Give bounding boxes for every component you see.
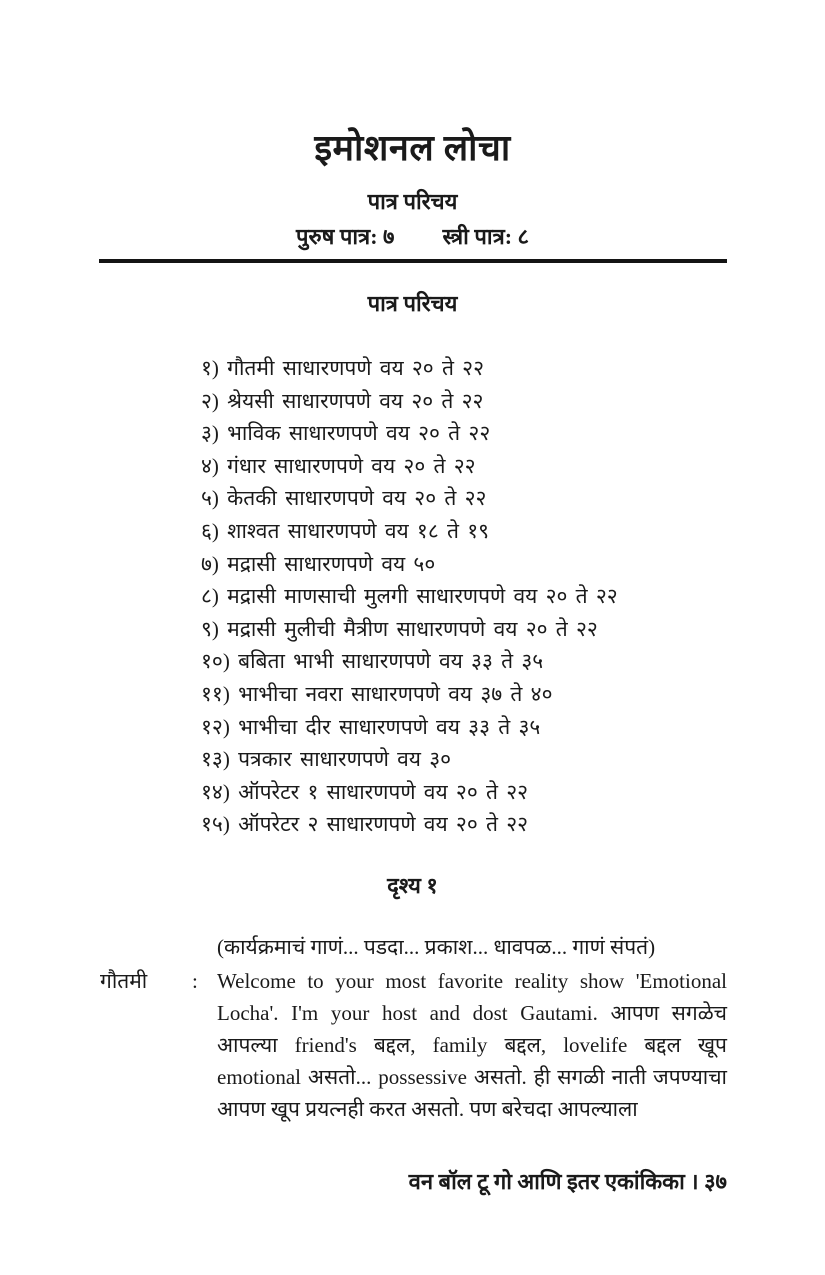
character-item: ७) मद्रासी साधारणपणे वय ५० <box>201 551 436 576</box>
scene-heading: दृश्य १ <box>387 873 438 898</box>
character-item: ९) मद्रासी मुलीची मैत्रीण साधारणपणे वय २० ते २२ <box>201 616 598 641</box>
character-item: १३) पत्रकार साधारणपणे वय ३० <box>201 747 452 772</box>
character-item: ११) भाभीचा नवरा साधारणपणे वय ३७ ते ४० <box>201 681 553 706</box>
character-item: १) गौतमी साधारणपणे वय २० ते २२ <box>201 356 485 380</box>
character-item: १०) बबिता भाभी साधारणपणे वय ३३ ते ३५ <box>201 649 544 674</box>
character-item: ३) भाविक साधारणपणे वय २० ते २२ <box>201 421 491 446</box>
character-item: १२) भाभीचा दीर साधारणपणे वय ३३ ते ३५ <box>201 714 541 739</box>
stage-direction: (कार्यक्रमाचं गाणं... पडदा... प्रकाश... धावपळ... गाणं संपतं) <box>217 935 656 959</box>
play-title: इमोशनल लोचा <box>314 128 511 168</box>
speaker-colon: : <box>192 969 198 993</box>
character-item: २) श्रेयसी साधारणपणे वय २० ते २२ <box>201 388 484 413</box>
cast-counts-row <box>0 221 825 251</box>
character-item: १४) ऑपरेटर १ साधारणपणे वय २० ते २२ <box>201 779 529 804</box>
character-item: ८) मद्रासी माणसाची मुलगी साधारणपणे वय २० ते २२ <box>201 584 618 609</box>
cast-intro-heading: पात्र परिचय <box>367 189 458 214</box>
character-item: ४) गंधार साधारणपणे वय २० ते २२ <box>201 453 476 478</box>
dialogue-text: Welcome to your most favorite reality show 'Emotional Locha'. I'm your host and dost Gautami. आपण सगळेच आपल्या friend's बद्दल, family बद्दल, lovelife बद्दल खूप emotional असतो... possessive असतो. ही सगळी नाती जपण्याचा आपण खूप प्रयत्नही करत असतो. पण बरेचदा आपल्याला <box>217 969 727 1121</box>
character-item: १५) ऑपरेटर २ साधारणपणे वय २० ते २२ <box>201 812 529 837</box>
female-cast-count: स्त्री पात्र: ८ <box>442 224 529 249</box>
character-list-heading: पात्र परिचय <box>367 291 458 316</box>
character-item: ५) केतकी साधारणपणे वय २० ते २२ <box>201 486 487 511</box>
character-list <box>201 352 741 841</box>
speaker-name: गौतमी <box>100 969 148 993</box>
dialogue-block <box>100 965 727 1125</box>
horizontal-rule <box>99 259 727 263</box>
book-title-and-page-number: वन बॉल टू गो आणि इतर एकांकिका । ३७ <box>408 1169 727 1194</box>
character-item: ६) शाश्वत साधारणपणे वय १८ ते १९ <box>201 518 490 543</box>
male-cast-count: पुरुष पात्र: ७ <box>296 224 395 249</box>
